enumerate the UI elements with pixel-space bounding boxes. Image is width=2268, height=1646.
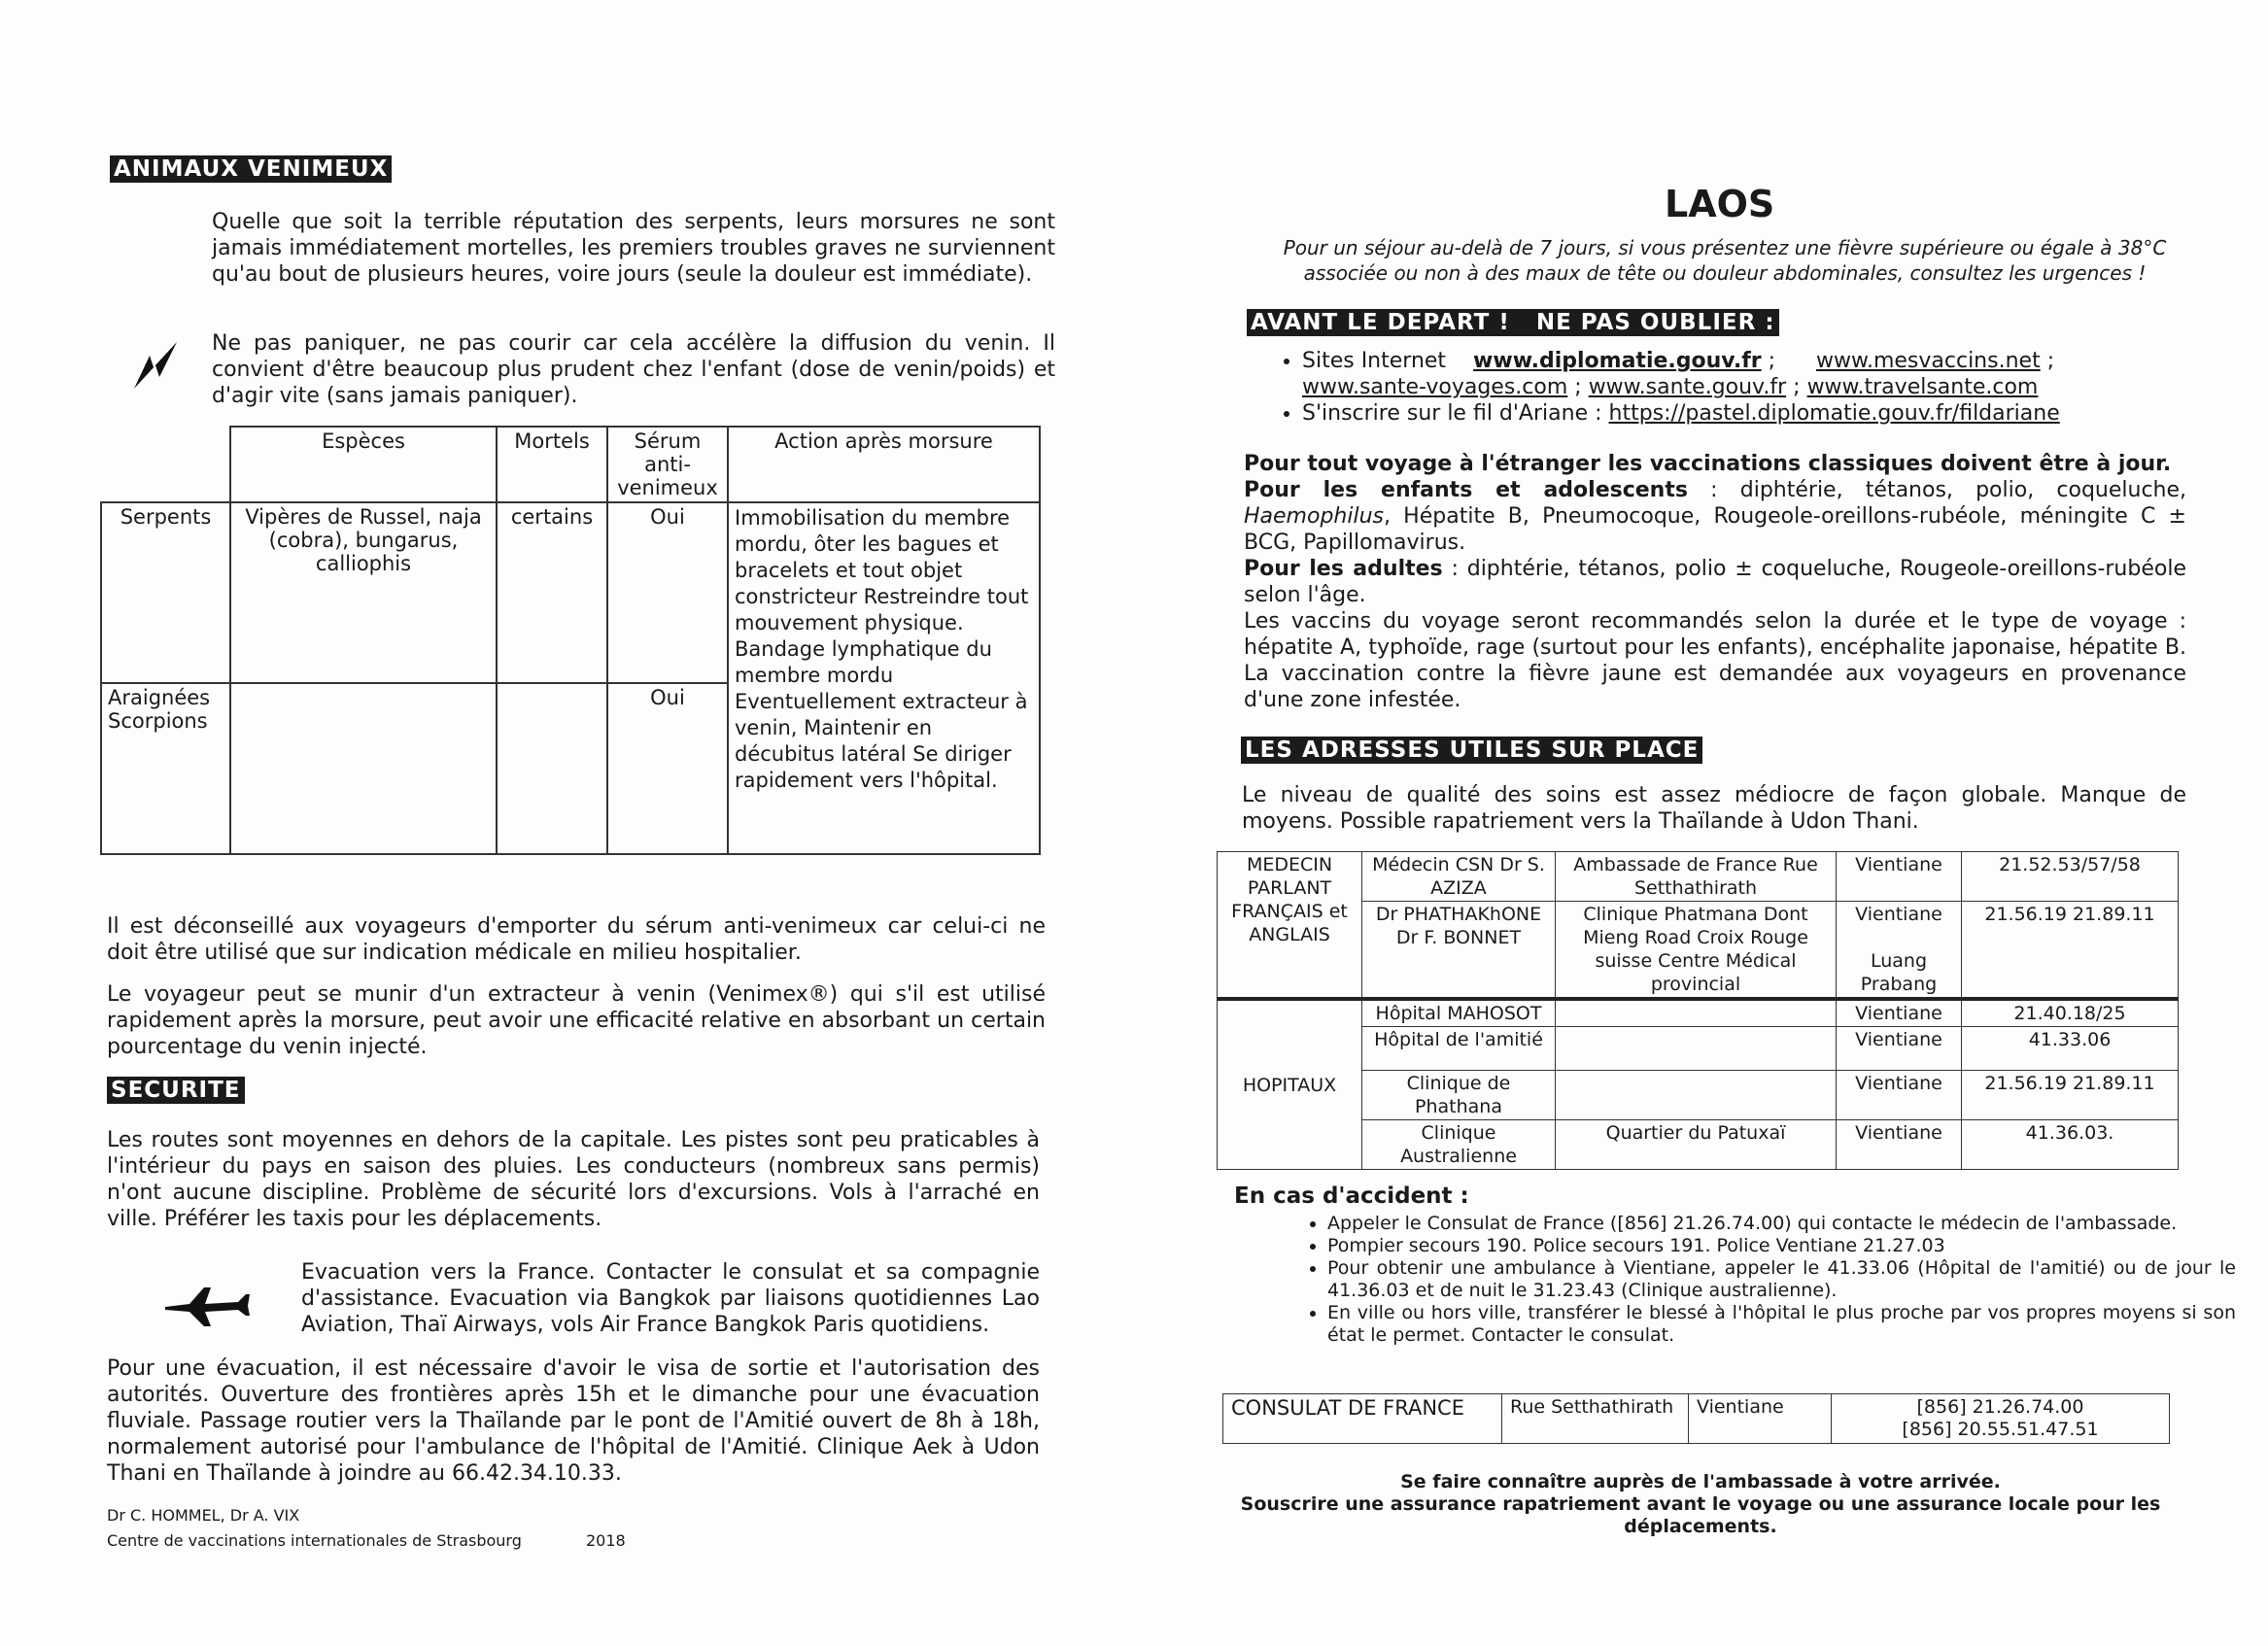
animals-paragraph-3: Il est déconseillé aux voyageurs d'emporter du sérum anti-venimeux car celui-ci ne doit être utilisé que sur indication médicale en milieu hospitalier.	[107, 914, 1046, 965]
hospital-1-place	[1556, 999, 1837, 1027]
consulate-city: Vientiane	[1689, 1394, 1832, 1444]
table-row	[1218, 902, 2179, 1000]
addresses-intro: Le niveau de qualité des soins est assez médiocre de façon globale. Manque de moyens. Possible rapatriement vers la Thaïlande à Udon Thani.	[1242, 783, 2186, 834]
header-action: Action après morsure	[728, 427, 1040, 502]
spider-mortal	[497, 683, 607, 854]
footer-center: Centre de vaccinations internationales de Strasbourg	[107, 1531, 522, 1550]
hospital-3-tel: 21.56.19 21.89.11	[1962, 1071, 2179, 1120]
action-after-bite: Immobilisation du membre mordu, ôter les bagues et bracelets et tout objet constricteur Restreindre tout mouvement physique. Bandage lymphatique du membre mordu Eventuellement extracteur à venin, Maintenir en décubitus latéral Se diriger rapidement vers l'hôpital.	[728, 502, 1040, 854]
ariane-label: S'inscrire sur le fil d'Ariane :	[1302, 401, 1602, 426]
hospitals-label: HOPITAUX	[1218, 999, 1362, 1170]
table-row	[1218, 1120, 2179, 1170]
link-sante-voyages[interactable]: www.sante-voyages.com	[1302, 375, 1568, 399]
list-item: • En ville ou hors ville, transférer le blessé à l'hôpital le plus proche par vos propres moyens si son état le permet. Contacter le consulat.	[1327, 1302, 2236, 1347]
city-2a: Vientiane	[1855, 904, 1942, 925]
list-item	[1302, 400, 2196, 427]
list-item: • Pompier secours 190. Police secours 191. Police Ventiane 21.27.03	[1327, 1235, 2236, 1257]
children-label: Pour les enfants et adolescents	[1244, 478, 1688, 502]
airplane-icon	[160, 1283, 253, 1331]
table-row	[101, 427, 1040, 502]
hospital-3: Clinique de Phathana	[1362, 1071, 1556, 1120]
medecin-label: MEDECIN PARLANT FRANÇAIS et ANGLAIS	[1218, 852, 1362, 1000]
hospital-3-place	[1556, 1071, 1837, 1120]
hospital-3-city: Vientiane	[1837, 1071, 1962, 1120]
link-travelsante[interactable]: www.travelsante.com	[1806, 375, 2039, 399]
link-diplomatie[interactable]: www.diplomatie.gouv.fr	[1473, 349, 1762, 373]
list-item: • Pour obtenir une ambulance à Vientiane, appeler le 41.33.06 (Hôpital de l'amitié) ou de jour le 41.36.03 et de nuit le 31.23.43 (Clinique australienne).	[1327, 1257, 2236, 1302]
accident-list	[1273, 1213, 2236, 1347]
header-serum: Sérum anti-venimeux	[607, 427, 728, 502]
travel-vaccines-text: Les vaccins du voyage seront recommandés selon la durée et le type de voyage : hépatite A, typhoïde, rage (surtout pour les enfants), encéphalite japonaise, hépatite B. La vaccination contre la fièvre jaune est demandée aux voyageurs en provenance d'une zone infestée.	[1244, 609, 2186, 712]
table-row	[1223, 1394, 2170, 1444]
doctor-1: Médecin CSN Dr S. AZIZA	[1362, 852, 1556, 902]
adults-label: Pour les adultes	[1244, 557, 1443, 581]
security-paragraph-3: Pour une évacuation, il est nécessaire d'avoir le visa de sortie et l'autorisation des autorités. Ouverture des frontières après 15h et le dimanche pour une évacuation fluviale. Passage routier vers la Thaïlande par le pont de l'Amitié ouvert de 8h à 18h, normalement autorisé pour l'ambulance de l'hôpital de l'Amitié. Clinique Aek à Udon Thani en Thaïlande à joindre au 66.42.34.10.33.	[107, 1356, 1040, 1486]
addresses-heading: LES ADRESSES UTILES SUR PLACE	[1241, 737, 1702, 764]
table-row	[101, 502, 1040, 683]
list-item: • Sites Internet www.diplomatie.gouv.fr ; www.mesvaccins.net ; www.sante-voyages.com ; www.sante.gouv.fr ; www.travelsante.com	[1302, 348, 2196, 400]
hospital-4-place: Quartier du Patuxaï	[1556, 1120, 1837, 1170]
hospital-2-city: Vientiane	[1837, 1027, 1962, 1071]
snake-species: Vipères de Russel, naja (cobra), bungarus, calliophis	[230, 502, 497, 683]
closing-text	[1224, 1471, 2177, 1538]
table-row	[1218, 1027, 2179, 1071]
consulate-table	[1222, 1393, 2170, 1444]
hospital-4: Clinique Australienne	[1362, 1120, 1556, 1170]
place-1: Ambassade de France Rue Setthathirath	[1556, 852, 1837, 902]
hospital-2: Hôpital de l'amitié	[1362, 1027, 1556, 1071]
security-heading: SECURITE	[107, 1077, 245, 1104]
city-2b: Luang Prabang	[1860, 950, 1938, 995]
animals-paragraph-2: Ne pas paniquer, ne pas courir car cela accélère la diffusion du venin. Il convient d'être beaucoup plus prudent chez l'enfant (dose de venin/poids) et d'agir vite (sans jamais paniquer).	[212, 331, 1055, 408]
children-text-2: , Hépatite B, Pneumocoque, Rougeole-oreillons-rubéole, méningite C ± BCG, Papillomavirus.	[1244, 504, 2186, 555]
departure-heading: AVANT LE DEPART ! NE PAS OUBLIER :	[1247, 309, 1779, 336]
animals-heading: ANIMAUX VENIMEUX	[110, 155, 392, 183]
page-title: LAOS	[1665, 183, 1775, 225]
security-paragraph-1: Les routes sont moyennes en dehors de la capitale. Les pistes sont peu praticables à l'intérieur du pays en saison des pluies. Les conducteurs (nombreux sans permis) n'ont aucune discipline. Problème de sécurité lors d'excursions. Vols à l'arraché en ville. Préférer les taxis pour les déplacements.	[107, 1128, 1040, 1231]
footer-authors: Dr C. HOMMEL, Dr A. VIX	[107, 1506, 300, 1525]
city-1: Vientiane	[1837, 852, 1962, 902]
spider-species	[230, 683, 497, 854]
adults-text: : diphtérie, tétanos, polio ± coqueluche, Rougeole-oreillons-rubéole selon l'âge.	[1244, 557, 2186, 607]
consulate-tel-1: [856] 21.26.74.00	[1916, 1396, 2084, 1418]
tel-2: 21.56.19 21.89.11	[1962, 902, 2179, 1000]
snake-serum: Oui	[607, 502, 728, 683]
vaccination-bold: Pour tout voyage à l'étranger les vaccinations classiques doivent être à jour.	[1244, 452, 2172, 476]
table-corner	[101, 427, 230, 502]
hospital-4-tel: 41.36.03.	[1962, 1120, 2179, 1170]
security-paragraph-2: Evacuation vers la France. Contacter le consulat et sa compagnie d'assistance. Evacuation via Bangkok par liaisons quotidiennes Lao Aviation, Thaï Airways, vols Air France Bangkok Paris quotidiens.	[301, 1260, 1040, 1337]
snake-mortal: certains	[497, 502, 607, 683]
hospital-1: Hôpital MAHOSOT	[1362, 999, 1556, 1027]
consulate-name: CONSULAT DE FRANCE	[1223, 1394, 1502, 1444]
hospital-4-city: Vientiane	[1837, 1120, 1962, 1170]
snake-table	[100, 426, 1041, 855]
intro-warning: Pour un séjour au-delà de 7 jours, si vous présentez une fièvre supérieure ou égale à 38°C associée ou non à des maux de tête ou douleur abdominales, consultez les urgences !	[1283, 236, 2167, 285]
hospital-2-tel: 41.33.06	[1962, 1027, 2179, 1071]
animals-paragraph-4: Le voyageur peut se munir d'un extracteur à venin (Venimex®) qui s'il est utilisé rapidement après la morsure, peut avoir une efficacité relative en absorbant un certain pourcentage du venin injecté.	[107, 982, 1046, 1059]
spider-serum: Oui	[607, 683, 728, 854]
consulate-street: Rue Setthathirath	[1502, 1394, 1689, 1444]
closing-line-2: Souscrire une assurance rapatriement avant le voyage ou une assurance locale pour les déplacements.	[1240, 1493, 2161, 1537]
consulate-phones	[1832, 1394, 2170, 1444]
websites-list	[1254, 348, 2196, 427]
link-mesvaccins[interactable]: www.mesvaccins.net	[1816, 349, 2041, 373]
sites-label: Sites Internet	[1302, 349, 1447, 373]
accident-heading: En cas d'accident :	[1234, 1183, 1469, 1209]
hospital-2-place	[1556, 1027, 1837, 1071]
lightning-icon	[126, 338, 185, 392]
footer-year: 2018	[586, 1531, 626, 1550]
hospital-1-tel: 21.40.18/25	[1962, 999, 2179, 1027]
header-species: Espèces	[230, 427, 497, 502]
tel-1: 21.52.53/57/58	[1962, 852, 2179, 902]
hospital-1-city: Vientiane	[1837, 999, 1962, 1027]
row-label-snakes: Serpents	[101, 502, 230, 683]
doctor-2: Dr PHATHAKhONE Dr F. BONNET	[1362, 902, 1556, 1000]
header-mortal: Mortels	[497, 427, 607, 502]
list-item: • Appeler le Consulat de France ([856] 21.26.74.00) qui contacte le médecin de l'ambassade.	[1327, 1213, 2236, 1235]
animals-paragraph-1: Quelle que soit la terrible réputation des serpents, leurs morsures ne sont jamais immédiatement mortelles, les premiers troubles graves ne surviennent qu'au bout de plusieurs heures, voire jours (seule la douleur est immédiate).	[212, 210, 1055, 287]
children-text: : diphtérie, tétanos, polio, coqueluche,	[1710, 478, 2187, 502]
link-sante-gouv[interactable]: www.sante.gouv.fr	[1588, 375, 1787, 399]
place-2: Clinique Phatmana Dont Mieng Road Croix Rouge suisse Centre Médical provincial	[1556, 902, 1837, 1000]
closing-line-1: Se faire connaître auprès de l'ambassade à votre arrivée.	[1400, 1471, 2001, 1492]
table-row	[1218, 999, 2179, 1027]
addresses-table	[1217, 851, 2179, 1170]
link-ariane[interactable]: https://pastel.diplomatie.gouv.fr/fildariane	[1608, 401, 2060, 426]
table-row	[1218, 852, 2179, 902]
row-label-spiders: Araignées Scorpions	[101, 683, 230, 854]
vaccination-block	[1244, 451, 2186, 713]
consulate-tel-2: [856] 20.55.51.47.51	[1902, 1419, 2099, 1440]
haemophilus-text: Haemophilus	[1244, 504, 1384, 529]
table-row	[1218, 1071, 2179, 1120]
city-2	[1837, 902, 1962, 1000]
